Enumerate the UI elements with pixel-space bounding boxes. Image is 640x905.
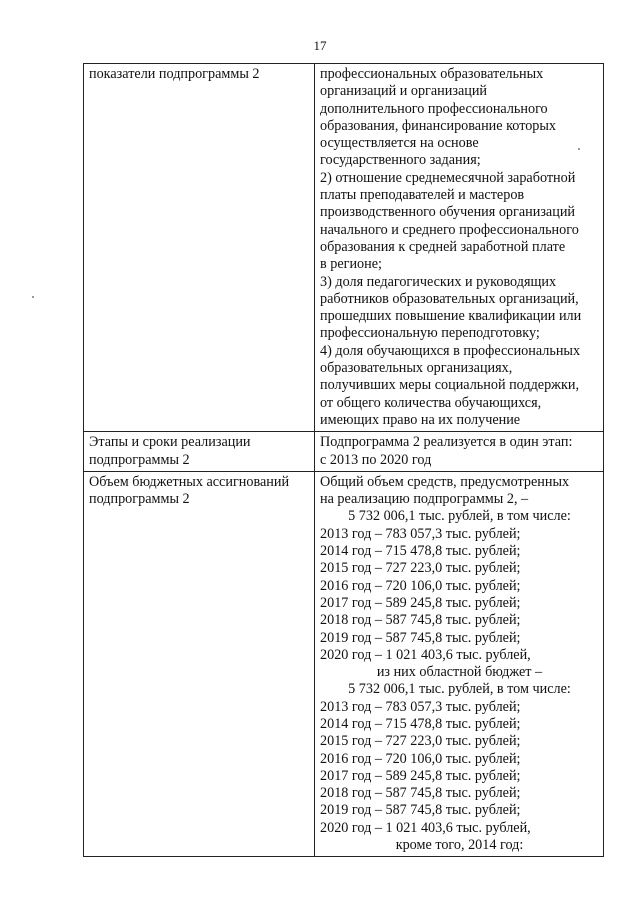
row-value-line: 2015 год – 727 223,0 тыс. рублей; — [320, 560, 521, 577]
row-value-line: 2014 год – 715 478,8 тыс. рублей; — [320, 715, 521, 732]
row-value-line: производственного обучения организаций — [320, 204, 575, 221]
row-value-line: 2013 год – 783 057,3 тыс. рублей; — [320, 698, 521, 715]
row-value-line: 3) доля педагогических и руководящих — [320, 273, 557, 290]
row-value-line: 2019 год – 587 745,8 тыс. рублей; — [320, 629, 521, 646]
row-value-line: 2018 год – 587 745,8 тыс. рублей; — [320, 612, 521, 629]
row-value-line: образовательных организациях, — [320, 360, 513, 377]
row-value-line: на реализацию подпрограммы 2, – — [320, 491, 529, 508]
row-value-line: 2018 год – 587 745,8 тыс. рублей; — [320, 785, 521, 802]
row-value-line: кроме того, 2014 год: — [395, 837, 524, 854]
row-label-cell — [84, 432, 315, 472]
row-value-line: 2017 год – 589 245,8 тыс. рублей; — [320, 594, 521, 611]
row-value-line: из них областной бюджет – — [376, 664, 543, 681]
row-value-line: 2020 год – 1 021 403,6 тыс. рублей, — [320, 646, 531, 663]
row-label-line: показатели подпрограммы 2 — [89, 66, 260, 82]
row-value-line: 2017 год – 589 245,8 тыс. рублей; — [320, 767, 521, 784]
row-value-line: осуществляется на основе — [320, 135, 479, 152]
row-value-line: профессиональных образовательных — [320, 66, 544, 82]
row-value-line: прошедших повышение квалификации или — [320, 308, 582, 325]
row-label-cell — [84, 64, 315, 432]
table-row — [84, 471, 604, 857]
row-label-line: Этапы и сроки реализации — [89, 434, 251, 451]
row-value-cell — [315, 471, 604, 857]
row-value-line: дополнительного профессионального — [320, 100, 548, 117]
row-value-line: 2019 год – 587 745,8 тыс. рублей; — [320, 802, 521, 819]
subprogram-passport-table — [83, 63, 604, 857]
row-value-line: от общего количества обучающихся, — [320, 394, 542, 411]
row-value-cell — [315, 432, 604, 472]
row-value-line: образования к средней заработной плате — [320, 238, 566, 255]
row-value-line: получивших меры социальной поддержки, — [320, 377, 580, 394]
row-value-line: в регионе; — [320, 256, 382, 273]
row-value-line: 4) доля обучающихся в профессиональных — [320, 342, 581, 359]
scan-artifact — [578, 148, 580, 150]
row-value-line: 2016 год – 720 106,0 тыс. рублей; — [320, 577, 521, 594]
page-number: 17 — [313, 38, 327, 53]
row-label-cell — [84, 471, 315, 857]
row-value-line: с 2013 по 2020 год — [320, 451, 432, 468]
row-value-line: 2016 год – 720 106,0 тыс. рублей; — [320, 750, 521, 767]
row-value-line: Подпрограмма 2 реализуется в один этап: — [320, 434, 573, 451]
row-value-line: профессиональную переподготовку; — [320, 325, 540, 342]
row-value-line: 2020 год – 1 021 403,6 тыс. рублей, — [320, 819, 531, 836]
row-label-line: Объем бюджетных ассигнований — [89, 473, 290, 490]
row-value-line: 2013 год – 783 057,3 тыс. рублей; — [320, 525, 521, 542]
row-value-line: государственного задания; — [320, 152, 481, 169]
row-value-line: организаций и организаций — [320, 83, 488, 100]
table-row — [84, 64, 604, 432]
row-value-line: имеющих право на их получение — [320, 411, 521, 428]
row-label-line: подпрограммы 2 — [89, 451, 190, 468]
row-value-line: платы преподавателей и мастеров — [320, 187, 525, 204]
row-value-line: начального и среднего профессионального — [320, 221, 579, 238]
row-value-line: 5 732 006,1 тыс. рублей, в том числе: — [348, 508, 571, 525]
row-value-line: Общий объем средств, предусмотренных — [320, 473, 570, 490]
row-value-line: 2014 год – 715 478,8 тыс. рублей; — [320, 543, 521, 560]
row-value-line: образования, финансирование которых — [320, 117, 557, 134]
row-label-line: подпрограммы 2 — [89, 491, 190, 508]
scan-artifact — [32, 296, 34, 298]
row-value-line: 5 732 006,1 тыс. рублей, в том числе: — [348, 681, 571, 698]
row-value-cell — [315, 64, 604, 432]
row-value-line: работников образовательных организаций, — [320, 290, 579, 307]
row-value-line: 2) отношение среднемесячной заработной — [320, 169, 576, 186]
table-row — [84, 432, 604, 472]
row-value-line: 2015 год – 727 223,0 тыс. рублей; — [320, 733, 521, 750]
